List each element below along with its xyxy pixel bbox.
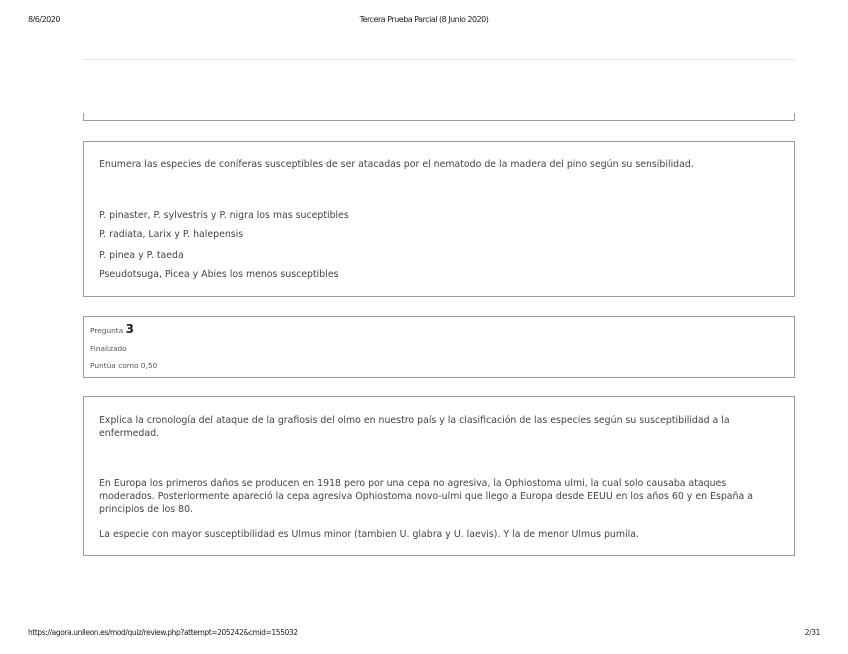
page-number: 2/31 [804,628,820,637]
question-2-answer-line: Pseudotsuga, Picea y Abies los menos susceptibles [99,269,339,280]
question-3-prompt: Explica la cronología del ataque de la grafiosis del olmo en nuestro país y la clasificación de las especies según su susceptibilidad a la enfermedad. [99,415,730,439]
page-title: Tercera Prueba Parcial (8 Junio 2020) [359,15,489,24]
question-2-answer-line: P. radiata, Larix y P. halepensis [99,229,244,240]
question-status: Finalizado [90,344,127,353]
question-3-answer-paragraph: La especie con mayor susceptibilidad es Ulmus minor (tambien U. glabra y U. laevis). Y la de menor Ulmus pumila. [99,529,639,540]
question-3-info [83,316,795,378]
top-divider [83,59,795,60]
previous-box-bottom [83,113,795,121]
question-2-box [83,141,795,297]
question-label: Pregunta [90,326,124,335]
question-2-answer-line: P. pinea y P. taeda [99,250,184,261]
question-score: Puntúa como 0,50 [90,361,158,370]
question-2-prompt: Enumera las especies de coníferas susceptibles de ser atacadas por el nematodo de la madera del pino según su sensibilidad. [99,159,694,170]
question-number-value: 3 [125,322,134,336]
question-3-answer-paragraph: En Europa los primeros daños se producen en 1918 pero por una cepa no agresiva, la Ophiostoma ulmi, la cual solo causaba ataques moderados. Posteriormente apareció la cepa agresiva Ophiostoma novo-ulmi que llego a Europa desde EEUU en los años 60 y en España a principios de los 80. [99,478,753,515]
question-2-answer-line: P. pinaster, P. sylvestris y P. nigra los mas suceptibles [99,210,349,221]
question-3-box [83,396,795,556]
footer-url: https://agora.unileon.es/mod/quiz/review.php?attempt=205242&cmid=155032 [28,628,298,637]
question-number [90,322,134,336]
print-date: 8/6/2020 [28,15,60,24]
